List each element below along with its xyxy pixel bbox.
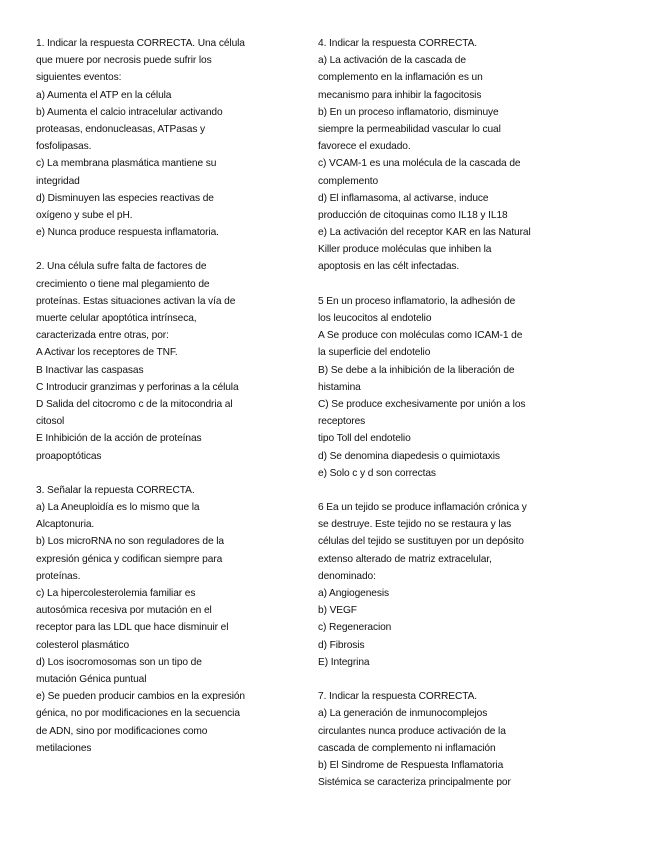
text-line: colesterol plasmático — [36, 639, 130, 651]
text-line: e) Se pueden producir cambios en la expresión — [36, 691, 246, 703]
text-line: b) El Sindrome de Respuesta Inflamatoria — [318, 759, 504, 771]
text-line: expresión génica y codifican siempre para — [36, 553, 223, 565]
spacer — [36, 465, 294, 482]
spacer — [318, 482, 576, 499]
text-line: 2. Una célula sufre falta de factores de — [36, 261, 207, 273]
text-line: d) Los isocromosomas son un tipo de — [36, 656, 202, 668]
text-line: proteasas, endonucleasas, ATPasas y — [36, 123, 206, 135]
text-line: a) La Aneuploidía es lo mismo que la — [36, 502, 200, 514]
text-line: d) Disminuyen las especies reactivas de — [36, 192, 214, 204]
text-line: integridad — [36, 175, 80, 187]
text-line: caracterizada entre otras, por: — [36, 330, 169, 342]
text-line: autosómica recesiva por mutación en el — [36, 605, 212, 617]
text-line: 4. Indicar la respuesta CORRECTA. — [318, 38, 478, 49]
text-line: complemento en la inflamación es un — [318, 72, 483, 84]
text-line: Killer produce moléculas que inhiben la — [318, 244, 492, 256]
text-line: proteínas. — [36, 570, 81, 582]
text-line: células del tejido se sustituyen por un depósito — [318, 536, 524, 548]
text-line: génica, no por modificaciones en la secuencia — [36, 708, 240, 720]
text-line: extenso alterado de matriz extracelular, — [318, 553, 492, 565]
text-line: muerte celular apoptótica intrínseca, — [36, 313, 197, 324]
text-line: 3. Señalar la repuesta CORRECTA. — [36, 484, 195, 496]
text-line: cascada de complemento ni inflamación — [318, 742, 496, 754]
text-line: c) La hipercolesterolemia familiar es — [36, 588, 196, 599]
text-line: circulantes nunca produce activación de la — [318, 725, 506, 737]
text-line: proteínas. Estas situaciones activan la vía de — [36, 295, 236, 307]
text-line: tipo Toll del endotelio — [318, 433, 411, 445]
question-1 — [36, 35, 294, 241]
text-line: que muere por necrosis puede sufrir los — [36, 55, 212, 67]
text-line: 7. Indicar la respuesta CORRECTA. — [318, 691, 478, 703]
text-line: receptores — [318, 416, 366, 428]
text-line: c) Regeneracion — [318, 622, 392, 634]
text-line: siguientes eventos: — [36, 72, 122, 84]
text-line: a) Angiogenesis — [318, 588, 389, 599]
text-line: favorece el exudado. — [318, 141, 411, 153]
text-line: mutación Génica puntual — [36, 673, 147, 685]
text-line: crecimiento o tiene mal plegamiento de — [36, 278, 210, 290]
text-line: A Se produce con moléculas como ICAM-1 de — [318, 330, 523, 342]
text-line: e) Nunca produce respuesta inflamatoria. — [36, 227, 219, 239]
text-line: e) La activación del receptor KAR en las Natural — [318, 227, 531, 239]
text-line: receptor para las LDL que hace disminuir el — [36, 622, 229, 634]
question-4 — [318, 35, 576, 276]
text-line: de ADN, sino por modificaciones como — [36, 725, 208, 737]
text-line: B Inactivar las caspasas — [36, 364, 144, 376]
text-line: d) Fibrosis — [318, 639, 365, 651]
text-line: fosfolipasas. — [36, 141, 92, 153]
text-line: E) Integrina — [318, 656, 370, 668]
text-line: los leucocitos al endotelio — [318, 313, 432, 324]
text-line: B) Se debe a la inhibición de la liberación de — [318, 364, 515, 376]
question-2 — [36, 258, 294, 464]
text-line: D Salida del citocromo c de la mitocondria al — [36, 398, 233, 410]
text-line: b) Aumenta el calcio intracelular activando — [36, 106, 223, 118]
spacer — [36, 241, 294, 258]
text-line: c) VCAM-1 es una molécula de la cascada de — [318, 158, 521, 170]
text-line: e) Solo c y d son correctas — [318, 467, 436, 479]
text-line: metilaciones — [36, 742, 92, 754]
text-line: mecanismo para inhibir la fagocitosis — [318, 89, 482, 101]
text-line: producción de citoquinas como IL18 y IL18 — [318, 209, 508, 221]
text-line: c) La membrana plasmática mantiene su — [36, 158, 217, 170]
question-3 — [36, 482, 294, 757]
text-line: a) La activación de la cascada de — [318, 55, 466, 67]
text-line: Sistémica se caracteriza principalmente por — [318, 777, 511, 789]
text-line: C Introducir granzimas y perforinas a la célula — [36, 381, 239, 393]
spacer — [318, 671, 576, 688]
text-line: b) VEGF — [318, 605, 357, 617]
text-line: 1. Indicar la respuesta CORRECTA. Una célula — [36, 38, 245, 49]
text-line: se destruye. Este tejido no se restaura y las — [318, 519, 512, 531]
left-column — [36, 35, 294, 757]
text-line: 6 Ea un tejido se produce inflamación crónica y — [318, 502, 527, 514]
text-line: d) El inflamasoma, al activarse, induce — [318, 192, 489, 204]
text-line: 5 En un proceso inflamatorio, la adhesión de — [318, 295, 516, 307]
text-line: histamina — [318, 381, 361, 393]
text-line: b) En un proceso inflamatorio, disminuye — [318, 106, 499, 118]
text-line: siempre la permeabilidad vascular lo cual — [318, 123, 501, 135]
text-line: b) Los microRNA no son reguladores de la — [36, 536, 224, 548]
right-column — [318, 35, 576, 791]
text-line: complemento — [318, 175, 379, 187]
text-line: Alcaptonuria. — [36, 519, 95, 531]
text-line: denominado: — [318, 570, 376, 582]
spacer — [318, 276, 576, 293]
question-7 — [318, 688, 576, 791]
text-line: oxígeno y sube el pH. — [36, 209, 133, 221]
text-line: a) La generación de inmunocomplejos — [318, 708, 488, 720]
text-line: citosol — [36, 416, 65, 428]
text-line: C) Se produce exchesivamente por unión a los — [318, 398, 526, 410]
text-line: a) Aumenta el ATP en la célula — [36, 89, 172, 101]
text-line: apoptosis en las célt infectadas. — [318, 261, 460, 273]
question-6 — [318, 499, 576, 671]
text-line: proapoptóticas — [36, 450, 102, 462]
text-line: A Activar los receptores de TNF. — [36, 347, 178, 359]
text-line: d) Se denomina diapedesis o quimiotaxis — [318, 450, 500, 462]
text-line: E Inhibición de la acción de proteínas — [36, 433, 202, 445]
question-5 — [318, 293, 576, 482]
text-line: la superficie del endotelio — [318, 347, 431, 359]
